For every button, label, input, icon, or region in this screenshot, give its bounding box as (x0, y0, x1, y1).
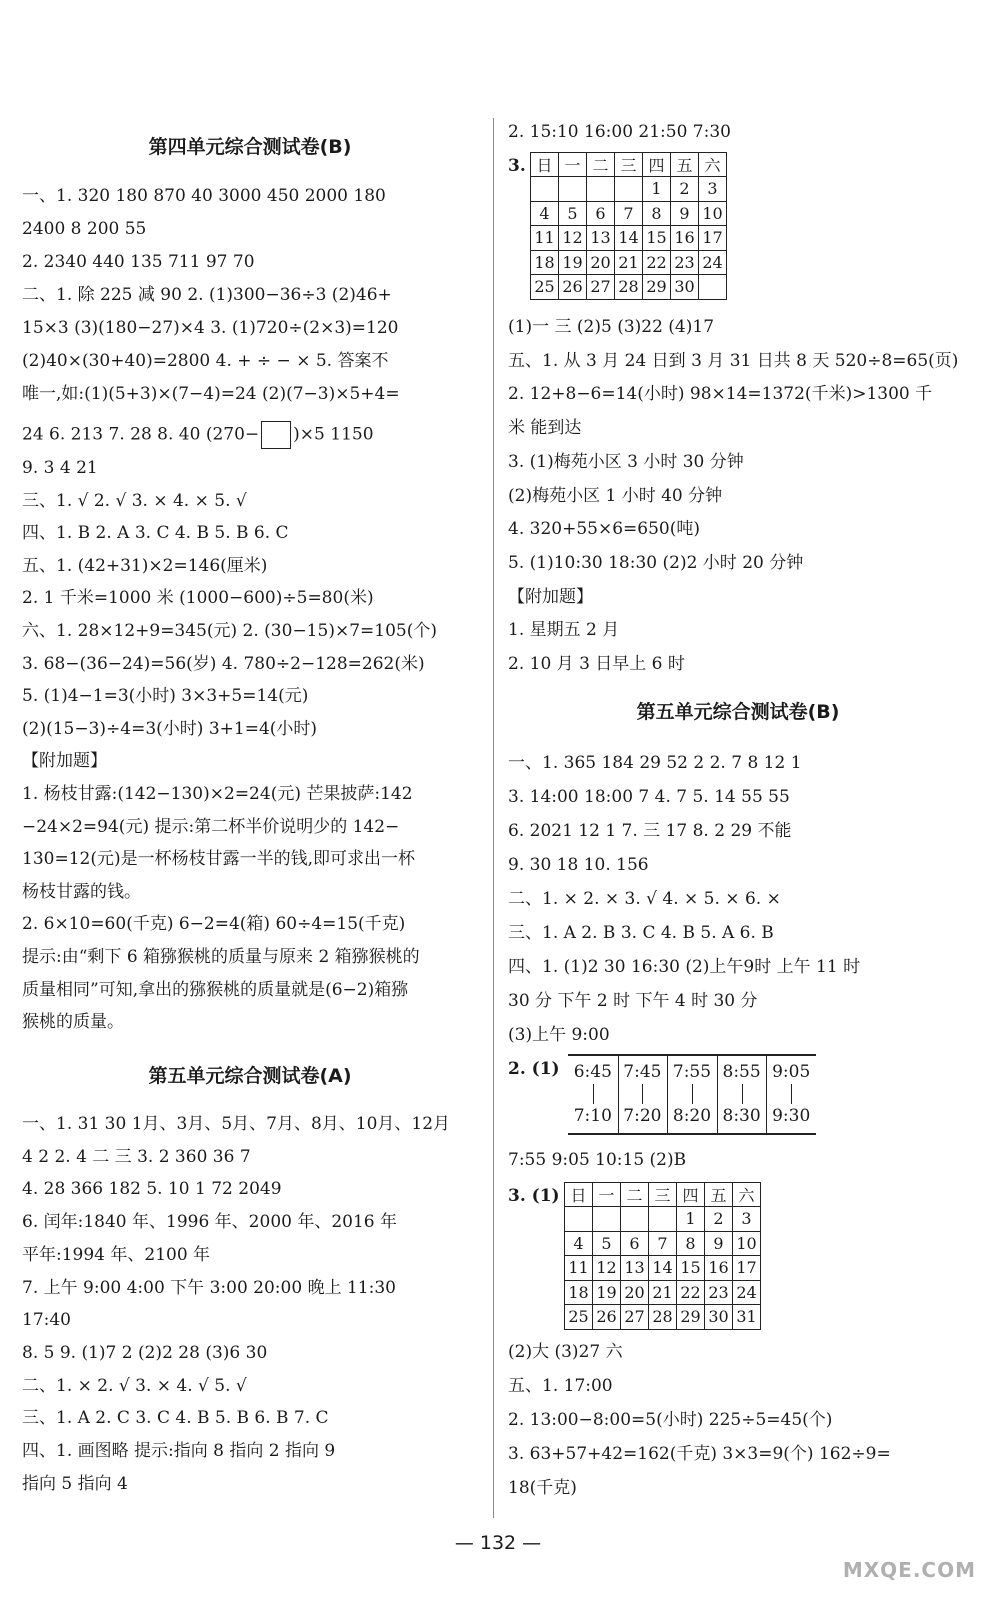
calendar-day: 16 (705, 1256, 733, 1281)
calendar-day: 29 (643, 275, 671, 300)
answer-line: 3. 14:00 18:00 7 4. 7 5. 14 55 55 (508, 787, 790, 807)
answer-line: (2)40×(30+40)=2800 4. + ÷ − × 5. 答案不 (22, 351, 389, 371)
calendar-week-row (565, 1256, 761, 1281)
calendar-label: 3. (508, 156, 526, 176)
answer-line: 一、1. 365 184 29 52 2 2. 7 8 12 1 (508, 753, 802, 773)
answer-line: 五、1. 从 3 月 24 日到 3 月 31 日共 8 天 520÷8=65(页) (508, 350, 959, 371)
answer-line: 杨枝甘露的钱。 (22, 881, 141, 902)
calendar-day (565, 1207, 593, 1232)
section-title-unit5-a: 第五单元综合测试卷(A) (148, 1065, 352, 1087)
calendar-header-row (565, 1183, 761, 1207)
calendar-day: 10 (699, 201, 727, 226)
calendar-weekday: 三 (649, 1183, 677, 1207)
answer-line: 7. 上午 9:00 4:00 下午 3:00 20:00 晚上 11:30 (22, 1277, 396, 1298)
calendar-weekday: 四 (677, 1183, 705, 1207)
calendar-weekday: 六 (699, 153, 727, 177)
calendar-weekday: 六 (733, 1183, 761, 1207)
calendar-day: 28 (649, 1305, 677, 1330)
calendar-day: 27 (621, 1305, 649, 1330)
answer-line: 平年:1994 年、2100 年 (22, 1244, 211, 1265)
calendar-day: 5 (559, 201, 587, 226)
calendar-day: 8 (677, 1231, 705, 1256)
answer-line: 1. 杨枝甘露:(142−130)×2=24(元) 芒果披萨:142 (22, 784, 413, 804)
answer-line: 6. 2021 12 1 7. 三 17 8. 2 29 不能 (508, 821, 792, 841)
answer-line: 四、1. 画图略 提示:指向 8 指向 2 指向 9 (22, 1441, 336, 1461)
calendar-day: 24 (733, 1280, 761, 1305)
calendar-day: 2 (705, 1207, 733, 1232)
answer-line: 2. 6×10=60(千克) 6−2=4(箱) 60÷4=15(千克) (22, 914, 406, 935)
timetable-bottom-rule (568, 1133, 816, 1135)
calendar-week-row (565, 1207, 761, 1232)
answer-line: 8. 5 9. (1)7 2 (2)2 28 (3)6 30 (22, 1342, 268, 1363)
calendar-day: 26 (559, 275, 587, 300)
answer-line: 1. 星期五 2 月 (508, 620, 620, 641)
answer-line: 7:55 9:05 10:15 (2)B (508, 1150, 687, 1170)
calendar-day (593, 1207, 621, 1232)
calendar-day: 4 (565, 1231, 593, 1256)
departure-time: 6:45 (573, 1062, 612, 1082)
answer-line: −24×2=94(元) 提示:第二杯半价说明少的 142− (22, 816, 400, 837)
answer-line: 猴桃的质量。 (22, 1012, 124, 1033)
calendar-day: 27 (587, 275, 615, 300)
calendar-table (564, 1182, 761, 1330)
answer-line: 二、1. × 2. √ 3. × 4. √ 5. √ (22, 1375, 247, 1396)
calendar-day: 11 (531, 226, 559, 251)
calendar-day: 9 (671, 201, 699, 226)
answer-line: 三、1. A 2. C 3. C 4. B 5. B 6. B 7. C (22, 1408, 329, 1429)
calendar-day: 2 (671, 177, 699, 202)
calendar-day: 23 (705, 1280, 733, 1305)
answer-line-with-blank (22, 421, 374, 449)
departure-time: 9:05 (772, 1062, 811, 1082)
answer-line: 二、1. 除 225 减 90 2. (1)300−36÷3 (2)46+ (22, 285, 392, 305)
calendar-day: 11 (565, 1256, 593, 1281)
calendar-day: 3 (699, 177, 727, 202)
answer-line: 9. 3 4 21 (22, 458, 98, 478)
blank-box (261, 421, 291, 449)
arrival-time: 8:30 (722, 1106, 761, 1126)
answer-line: 3. 68−(36−24)=56(岁) 4. 780÷2−128=262(米) (22, 653, 425, 674)
calendar-day: 3 (733, 1207, 761, 1232)
arrival-time: 7:20 (623, 1106, 662, 1126)
calendar-weekday: 日 (531, 153, 559, 177)
answer-line: 2. 13:00−8:00=5(小时) 225÷5=45(个) (508, 1410, 833, 1430)
calendar-day: 6 (621, 1231, 649, 1256)
calendar-week-row (531, 177, 727, 202)
calendar-day (559, 177, 587, 202)
answer-line: 4. 320+55×6=650(吨) (508, 519, 700, 540)
answer-line: 5. (1)10:30 18:30 (2)2 小时 20 分钟 (508, 552, 804, 573)
calendar-weekday: 日 (565, 1183, 593, 1207)
arrival-time: 8:20 (672, 1106, 712, 1126)
answer-line: 30 分 下午 2 时 下午 4 时 30 分 (508, 991, 758, 1011)
answer-line: 【附加题】 (508, 586, 593, 607)
calendar-table (530, 152, 727, 300)
calendar-day (615, 177, 643, 202)
calendar-week-row (531, 201, 727, 226)
answer-line: 三、1. √ 2. √ 3. × 4. × 5. √ (22, 490, 247, 511)
answer-line: 6. 闰年:1840 年、1996 年、2000 年、2016 年 (22, 1212, 398, 1233)
calendar-weekday: 四 (643, 153, 671, 177)
calendar-week-row (531, 250, 727, 275)
calendar-week-row (531, 275, 727, 300)
calendar-day: 18 (565, 1280, 593, 1305)
calendar-day: 31 (733, 1305, 761, 1330)
calendar-day: 22 (677, 1280, 705, 1305)
answer-line: 2. 1 千米=1000 米 (1000−600)÷5=80(米) (22, 588, 374, 609)
calendar-day: 8 (643, 201, 671, 226)
calendar-day: 30 (671, 275, 699, 300)
calendar-day: 9 (705, 1231, 733, 1256)
section-title-unit4-b: 第四单元综合测试卷(B) (148, 136, 352, 158)
calendar-day: 25 (565, 1305, 593, 1330)
timetable-top-rule (568, 1054, 816, 1056)
calendar-day: 23 (671, 250, 699, 275)
answer-line: 米 能到达 (508, 418, 582, 439)
answer-line: 二、1. × 2. × 3. √ 4. × 5. × 6. × (508, 889, 781, 909)
answer-line: 15×3 (3)(180−27)×4 3. (1)720÷(2×3)=120 (22, 318, 399, 338)
arrow-icon (791, 1084, 792, 1104)
calendar-day: 14 (615, 226, 643, 251)
answer-line: 17:40 (22, 1310, 71, 1331)
calendar-weekday: 二 (587, 153, 615, 177)
calendar-day: 14 (649, 1256, 677, 1281)
calendar-day: 5 (593, 1231, 621, 1256)
calendar-day: 16 (671, 226, 699, 251)
arrow-icon (742, 1084, 743, 1104)
calendar-day: 12 (559, 226, 587, 251)
calendar-day: 22 (643, 250, 671, 275)
departure-time: 7:45 (623, 1062, 662, 1082)
calendar-day: 7 (649, 1231, 677, 1256)
watermark: MXQE.COM (842, 1558, 976, 1582)
answer-line: 2. 2340 440 135 711 97 70 (22, 252, 255, 272)
calendar-week-row (565, 1305, 761, 1330)
arrival-time: 9:30 (772, 1106, 811, 1126)
calendar-day: 1 (677, 1207, 705, 1232)
answer-line: 五、1. 17:00 (508, 1376, 613, 1396)
timetable-diagram (568, 1054, 816, 1136)
calendar-day: 20 (587, 250, 615, 275)
arrow-icon (692, 1084, 693, 1104)
arrow-icon (593, 1084, 594, 1104)
calendar-week-row (565, 1280, 761, 1305)
calendar-day: 17 (733, 1256, 761, 1281)
answer-line: 2. 12+8−6=14(小时) 98×14=1372(千米)>1300 千 (508, 384, 933, 405)
answer-line: 2400 8 200 55 (22, 219, 147, 239)
calendar-day: 18 (531, 250, 559, 275)
answer-line: (1)一 三 (2)5 (3)22 (4)17 (508, 317, 715, 337)
calendar-day: 1 (643, 177, 671, 202)
arrow-icon (642, 1084, 643, 1104)
calendar-day: 4 (531, 201, 559, 226)
calendar-day (621, 1207, 649, 1232)
calendar-day: 6 (587, 201, 615, 226)
calendar-label: 3. (1) (508, 1186, 560, 1206)
calendar-day (587, 177, 615, 202)
departure-time: 8:55 (722, 1062, 761, 1082)
calendar-day: 7 (615, 201, 643, 226)
calendar-weekday: 三 (615, 153, 643, 177)
calendar-weekday: 一 (593, 1183, 621, 1207)
calendar-day: 19 (559, 250, 587, 275)
calendar-day: 15 (677, 1256, 705, 1281)
calendar-weekday: 二 (621, 1183, 649, 1207)
answer-line: 2. 10 月 3 日早上 6 时 (508, 654, 685, 674)
answer-line: 18(千克) (508, 1478, 577, 1498)
calendar-day: 19 (593, 1280, 621, 1305)
calendar-day: 30 (705, 1305, 733, 1330)
answer-line: 3. (1)梅苑小区 3 小时 30 分钟 (508, 451, 744, 472)
answer-line: 【附加题】 (22, 751, 107, 772)
calendar-day: 28 (615, 275, 643, 300)
column-divider (493, 118, 494, 1518)
page-number: — 132 — (454, 1532, 542, 1554)
section-title-unit5-b: 第五单元综合测试卷(B) (636, 701, 840, 723)
calendar-week-row (531, 226, 727, 251)
arrival-time: 7:10 (573, 1106, 612, 1126)
calendar-day: 15 (643, 226, 671, 251)
answer-line: 指向 5 指向 4 (22, 1473, 128, 1494)
answer-line: 四、1. (1)2 30 16:30 (2)上午9时 上午 11 时 (508, 957, 861, 977)
answer-line: 2. 15:10 16:00 21:50 7:30 (508, 122, 731, 142)
calendar-header-row (531, 153, 727, 177)
answer-line: 三、1. A 2. B 3. C 4. B 5. A 6. B (508, 923, 774, 943)
calendar-day: 25 (531, 275, 559, 300)
answer-line: 一、1. 31 30 1月、3月、5月、7月、8月、10月、12月 (22, 1114, 451, 1134)
answer-line: 五、1. (42+31)×2=146(厘米) (22, 555, 268, 576)
answer-line: 4 2 2. 4 二 三 3. 2 360 36 7 (22, 1146, 251, 1167)
calendar-day: 10 (733, 1231, 761, 1256)
answer-line: (2)(15−3)÷4=3(小时) 3+1=4(小时) (22, 718, 318, 739)
answer-line: 四、1. B 2. A 3. C 4. B 5. B 6. C (22, 523, 289, 544)
calendar-day: 24 (699, 250, 727, 275)
answer-line: 唯一,如:(1)(5+3)×(7−4)=24 (2)(7−3)×5+4= (22, 384, 400, 404)
calendar-day: 13 (621, 1256, 649, 1281)
calendar-day: 29 (677, 1305, 705, 1330)
calendar-day: 21 (649, 1280, 677, 1305)
calendar-day (531, 177, 559, 202)
answer-line: (2)大 (3)27 六 (508, 1342, 623, 1362)
answer-line: 9. 30 18 10. 156 (508, 855, 649, 875)
calendar-day: 20 (621, 1280, 649, 1305)
calendar-day: 12 (593, 1256, 621, 1281)
calendar-day: 21 (615, 250, 643, 275)
answer-line: (2)梅苑小区 1 小时 40 分钟 (508, 485, 723, 506)
calendar-day: 17 (699, 226, 727, 251)
calendar-day: 26 (593, 1305, 621, 1330)
answer-line: 一、1. 320 180 870 40 3000 450 2000 180 (22, 186, 386, 206)
answer-text: 24 6. 213 7. 28 8. 40 (270− (22, 424, 260, 445)
calendar-day (699, 275, 727, 300)
calendar-week-row (565, 1231, 761, 1256)
calendar-weekday: 五 (671, 153, 699, 177)
answer-line: 5. (1)4−1=3(小时) 3×3+5=14(元) (22, 686, 309, 707)
answer-line: 提示:由“剩下 6 箱猕猴桃的质量与原来 2 箱猕猴桃的 (22, 947, 420, 967)
answer-line: 130=12(元)是一杯杨枝甘露一半的钱,即可求出一杯 (22, 849, 415, 870)
departure-time: 7:55 (672, 1062, 712, 1082)
calendar-weekday: 一 (559, 153, 587, 177)
calendar-weekday: 五 (705, 1183, 733, 1207)
answer-line: 4. 28 366 182 5. 10 1 72 2049 (22, 1179, 282, 1200)
answer-line: 质量相同”可知,拿出的猕猴桃的质量就是(6−2)箱猕 (22, 979, 409, 1000)
calendar-day: 13 (587, 226, 615, 251)
answer-line: 3. 63+57+42=162(千克) 3×3=9(个) 162÷9= (508, 1444, 891, 1464)
answer-line: 六、1. 28×12+9=345(元) 2. (30−15)×7=105(个) (22, 621, 437, 641)
trains-label: 2. (1) (508, 1059, 560, 1079)
answer-line: (3)上午 9:00 (508, 1025, 610, 1045)
answer-text: )×5 1150 (293, 424, 374, 445)
calendar-day (649, 1207, 677, 1232)
